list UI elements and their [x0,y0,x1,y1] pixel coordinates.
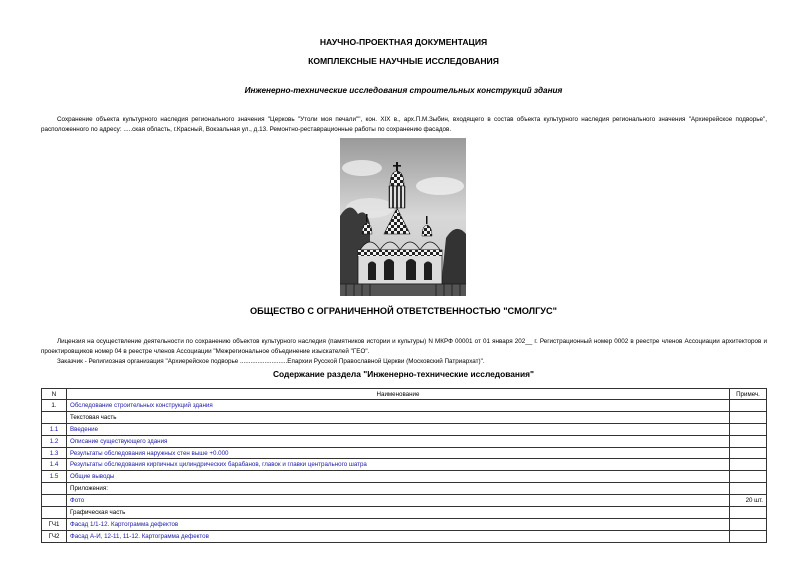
table-row [42,483,767,495]
row-name: Графическая часть [67,507,730,519]
row-number: 1.3 [42,447,67,459]
row-note [730,530,767,542]
row-name-link[interactable]: Обследование строительных конструкций здания [67,400,730,412]
row-number: ГЧ2 [42,530,67,542]
row-note [730,423,767,435]
row-name-link[interactable]: Результаты обследования кирпичных цилиндрических барабанов, главок и главки центрального шатра [67,459,730,471]
intro-paragraph: Сохранение объекта культурного наследия регионального значения "Церковь "Утоли моя печали"", кон. XIX в., арх.П.М.Зыбин, входящего в состав объекта культурного наследия регионального значения "Архиерейское подворье", расположенного по адресу: .....ская область, г.Красный, Вокзальная ул., д.13. Ремонтно-реставрационные работы по сохранению фасадов. [41,116,767,133]
organization-title: ОБЩЕСТВО С ОГРАНИЧЕННОЙ ОТВЕТСТВЕННОСТЬЮ "СМОЛГУС" [249,306,558,316]
table-row [42,435,767,447]
row-number [42,483,67,495]
row-number [42,411,67,423]
customer-paragraph: Заказчик - Религиозная организация "Архиерейское подворье ...........................Епархии Русской Православной Церкви (Московский Патриархат)". [57,358,485,365]
doc-subtype-title: КОМПЛЕКСНЫЕ НАУЧНЫЕ ИССЛЕДОВАНИЯ [308,56,499,66]
row-note [730,471,767,483]
row-name-link[interactable]: Общие выводы [67,471,730,483]
row-name-link[interactable]: Фасад А-И, 12-11, 11-12. Картограмма дефектов [67,530,730,542]
row-name-link[interactable]: Фасад 1/1-12. Картограмма дефектов [67,518,730,530]
toc-table [41,388,767,543]
table-row [42,471,767,483]
row-note [730,400,767,412]
row-note [730,435,767,447]
header-note: Примеч. [730,389,767,400]
row-note [730,483,767,495]
row-note [730,459,767,471]
table-row [42,459,767,471]
table-row [42,518,767,530]
header-name: Наименование [67,389,730,400]
row-note: 20 шт. [730,495,767,507]
table-row [42,411,767,423]
table-row [42,495,767,507]
row-note [730,518,767,530]
row-number [42,507,67,519]
row-note [730,447,767,459]
row-note [730,507,767,519]
table-row [42,530,767,542]
row-name-link[interactable]: Введение [67,423,730,435]
table-row [42,423,767,435]
row-number: 1.1 [42,423,67,435]
row-name: Приложения: [67,483,730,495]
row-number: 1. [42,400,67,412]
row-number [42,495,67,507]
table-row [42,400,767,412]
church-illustration [340,138,466,296]
row-number: 1.2 [42,435,67,447]
row-number: ГЧ1 [42,518,67,530]
doc-type-title: НАУЧНО-ПРОЕКТНАЯ ДОКУМЕНТАЦИЯ [319,37,488,47]
row-name-link[interactable]: Фото [67,495,730,507]
table-row [42,447,767,459]
church-photo [340,138,466,296]
row-note [730,411,767,423]
row-number: 1.5 [42,471,67,483]
toc-header-row [42,389,767,400]
toc-title: Содержание раздела "Инженерно-технические исследования" [273,369,534,379]
row-name-link[interactable]: Описание существующего здания [67,435,730,447]
header-number: N [42,389,67,400]
section-title: Инженерно-технические исследования строительных конструкций здания [244,86,563,95]
row-number: 1.4 [42,459,67,471]
row-name: Текстовая часть [67,411,730,423]
table-row [42,507,767,519]
row-name-link[interactable]: Результаты обследования наружных стен выше +0.000 [67,447,730,459]
license-paragraph: Лицензия на осуществление деятельности по сохранению объектов культурного наследия (памятников истории и культуры) N МКРФ 00001 от 01 января 202__ г. Регистрационный номер 0002 в реестре членов Ассоциации архитекторов и проектировщиков номер 04 в реестре членов Ассоциации "Межрегиональное объединение изыскателей "ГЕО". [41,338,767,355]
